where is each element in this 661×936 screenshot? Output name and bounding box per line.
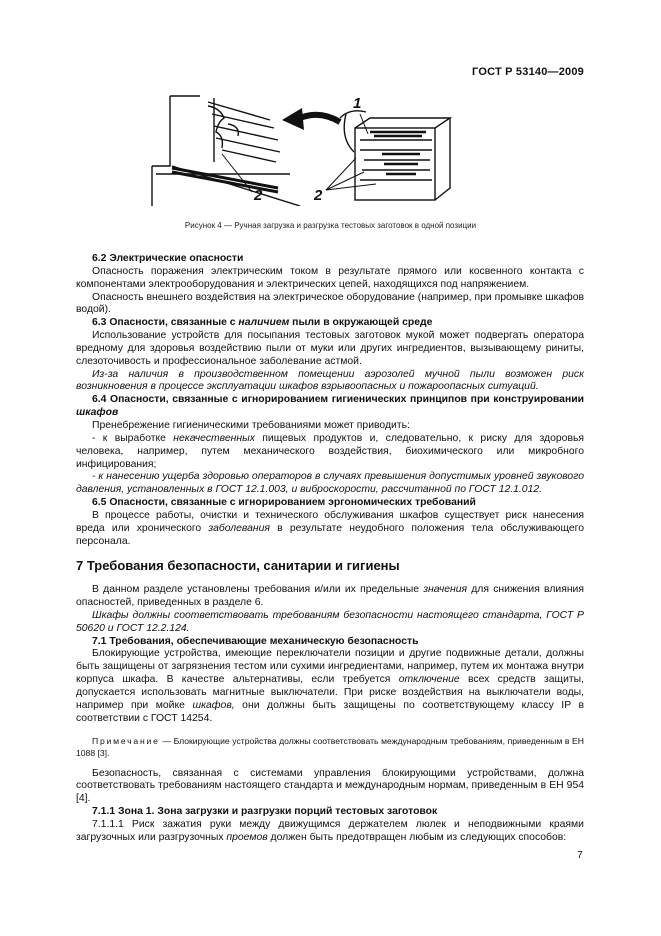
section-7-1-1-title: 7.1.1 Зона 1. Зона загрузки и разгрузки порций тестовых заготовок — [92, 806, 438, 818]
figure-label-2b: 2 — [314, 187, 323, 204]
section-6-4-title: 6.4 Опасности, связанные с игнорированием гигиенических принципов при конструировании шкафов — [76, 394, 584, 419]
document-header: ГОСТ Р 53140—2009 — [472, 66, 584, 78]
section-7-1-1-p1: 7.1.1.1 Риск зажатия руки между движущимся держателем люлек и неподвижными краями загрузочных или разгрузочных проемов должен быть предотвращен любым из следующих способов: — [76, 818, 584, 843]
figure-loading-illustration — [150, 88, 510, 206]
section-6-3-p1: Использование устройств для посыпания тестовых заготовок мукой может подвергать оператора вредному для здоровья воздействию пыли от муки или других ингредиентов, вызывающему риниты, слезоточивость и профессиональное заболевание астмой. — [76, 330, 584, 367]
section-7-title: 7 Требования безопасности, санитарии и гигиены — [76, 558, 400, 574]
section-6-4-p3: - к нанесению ущерба здоровью операторов в случаях превышения допустимых уровней звукового давления, установленных в ГОСТ 12.1.003, и виброскорости, рассчитанной по ГОСТ 12.1.012. — [76, 471, 584, 496]
section-6-2-p1: Опасность поражения электрическим током в результате прямого или косвенного контакта с компонентами электрооборудования и электрических цепей, находящихся под напряжением. — [76, 265, 584, 290]
figure-label-1: 1 — [353, 95, 362, 112]
section-6-5-p1: В процессе работы, очистки и технического обслуживания шкафов существует риск нанесения вреда или хронического заболевания в результате неудобного положения тела обслуживающего персонала. — [76, 509, 584, 547]
section-6-4-p2: - к выработке некачественных пищевых продуктов и, следовательно, к риску для здоровья человека, например, путем механического воздействия, биохимического или микробного инфицирования; — [76, 432, 585, 470]
section-6-5-title: 6.5 Опасности, связанные с игнорированием эргономических требований — [92, 497, 476, 509]
section-6-3-p2: Из-за наличия в производственном помещении аэрозолей мучной пыли возможен риск возникновения в процессе эксплуатации шкафов взрывоопасных и пожароопасных ситуаций. — [76, 368, 584, 393]
section-7-1-title: 7.1 Требования, обеспечивающие механическую безопасность — [92, 635, 419, 647]
figure-caption: Рисунок 4 — Ручная загрузка и разгрузка тестовых заготовок в одной позиции — [184, 221, 477, 230]
document-body — [76, 253, 584, 845]
section-7-p2: Шкафы должны соответствовать требованиям безопасности настоящего стандарта, ГОСТ Р 50620 и ГОСТ 12.2.124. — [76, 609, 584, 634]
page-number: 7 — [577, 850, 583, 861]
section-6-4-p1: Пренебрежение гигиеническими требованиями может приводить: — [92, 419, 410, 431]
section-6-2-title: 6.2 Электрические опасности — [92, 253, 244, 264]
section-7-1-note: Примечание — Блокирующие устройства должны соответствовать международным требованиям, приведенным в ЕН 1088 [3]. — [76, 735, 584, 758]
figure-label-2a: 2 — [254, 187, 263, 204]
section-7-1-p2: Безопасность, связанная с системами управления блокирующими устройствами, должна соответствовать требованиям настоящего стандарта и международным нормам, приведенным в ЕН 954 [4]. — [76, 767, 584, 805]
section-7-p1: В данном разделе установлены требования и/или их предельные значения для снижения влияния опасностей, приведенных в разделе 6. — [76, 584, 584, 609]
section-7-1-p1: Блокирующие устройства, имеющие переключатели позиции и другие подвижные детали, должны быть защищены от загрязнения тестом или сухими ингредиентами, например, путем их монтажа внутри корпуса шкафа. В качестве альтернативы, если требуется отключение всех средств защиты, допускается использовать магнитные выключатели. При риске воздействия на выключатели воды, например при мойке шкафов, они должны быть защищены по соответствующему классу IP в соответствии с ГОСТ 14254. — [76, 648, 585, 724]
section-6-2-p2: Опасность внешнего воздействия на электрическое оборудование (например, при промывке шкафов водой). — [76, 291, 584, 316]
section-6-3-title: 6.3 Опасности, связанные с наличием пыли в окружающей среде — [92, 317, 433, 329]
